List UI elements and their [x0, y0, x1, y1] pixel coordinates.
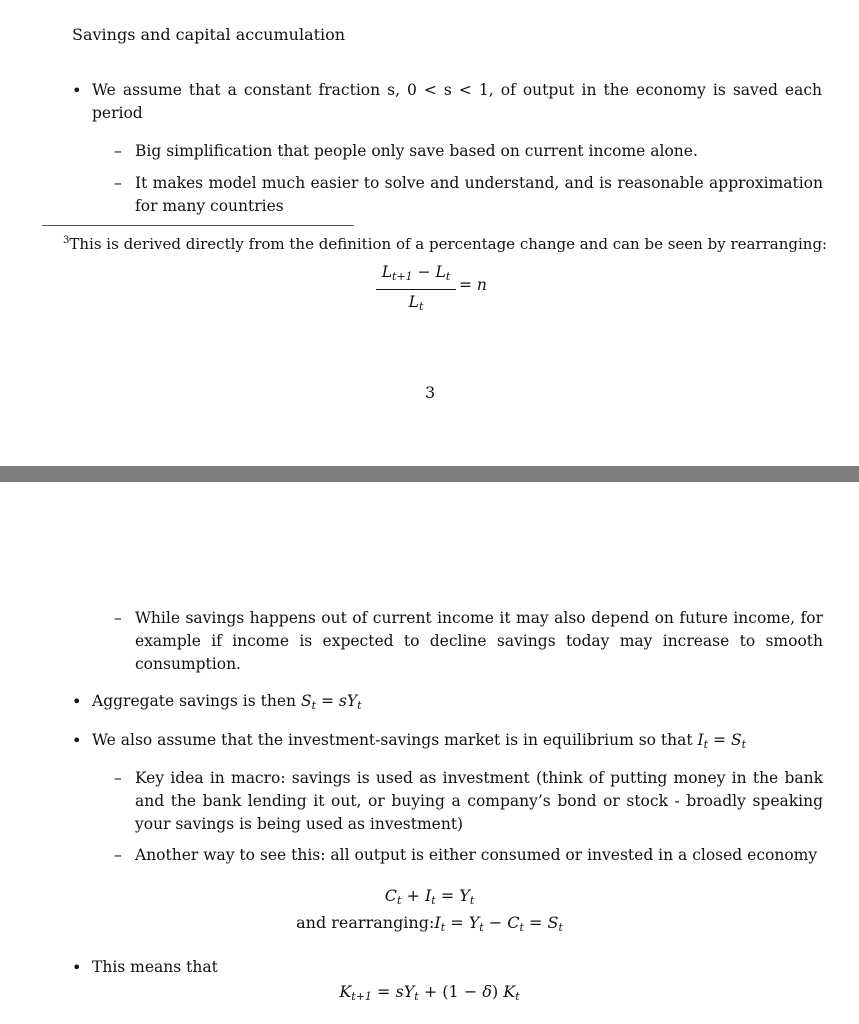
- section-title: Savings and capital accumulation: [72, 25, 346, 44]
- subbullet-future-income: While savings happens out of current income it may also depend on future income, for example if income is expected to decline savings today may increase to smooth consumption.: [135, 609, 823, 673]
- equation-rearranging: [0, 911, 859, 940]
- footnote-rule: [42, 225, 354, 226]
- equilibrium-text: We also assume that the investment-savings market is in equilibrium so that: [92, 731, 698, 749]
- fraction-denominator: $L_t$: [408, 293, 424, 313]
- rearranging-label: and rearranging:: [296, 913, 435, 932]
- aggregate-savings-text: Aggregate savings is then: [92, 692, 301, 710]
- equation-capital-accumulation: $K_{t+1} = sY_t + (1 - \delta)$ $K_t$: [339, 982, 520, 1003]
- bullet-assume-fraction: We assume that a constant fraction s, 0 < s < 1, of output in the economy is saved each period: [92, 81, 822, 122]
- aggregate-savings-equation: $S_t = sY_t$: [300, 692, 362, 712]
- bullet-marker: •: [72, 81, 82, 100]
- rearranged-equation: $I_t = Y_t - C_t = S_t$: [434, 913, 563, 934]
- dash-marker: –: [114, 769, 122, 787]
- subbullet-simplification: Big simplification that people only save based on current income alone.: [135, 142, 698, 160]
- fraction-numerator: $L_{t+1} - L_t$: [381, 263, 451, 283]
- bullet-this-means: This means that: [92, 958, 218, 976]
- equilibrium-equation: $I_t = S_t$: [697, 731, 746, 751]
- fraction-bar: [376, 289, 456, 290]
- page-separator: [0, 466, 859, 482]
- growth-rate-fraction: [376, 262, 456, 317]
- subbullet-key-idea: Key idea in macro: savings is used as investment (think of putting money in the bank and the bank lending it out, or buying a company’s bond or stock - broadly speaking your savings is being used as investment): [135, 769, 823, 833]
- footnote-text: This is derived directly from the definition of a percentage change and can be seen by rearranging:: [69, 235, 828, 253]
- footnote: [63, 229, 827, 256]
- subbullet-closed-economy: Another way to see this: all output is either consumed or invested in a closed economy: [135, 846, 818, 864]
- bullet-aggregate-savings: [92, 690, 361, 717]
- dash-marker: –: [114, 142, 122, 160]
- bullet-marker: •: [72, 958, 82, 977]
- dash-marker: –: [114, 174, 122, 192]
- dash-marker: –: [114, 609, 122, 627]
- bullet-marker: •: [72, 692, 82, 711]
- document-page-top: [0, 0, 859, 466]
- footnote-mark: 3: [63, 235, 70, 246]
- dash-marker: –: [114, 846, 122, 864]
- fraction-rhs: = n: [459, 276, 487, 294]
- subbullet-easier-to-solve: It makes model much easier to solve and understand, and is reasonable approximation for many countries: [135, 174, 823, 215]
- page-number: 3: [425, 383, 436, 402]
- equation-output-identity: $C_t + I_t = Y_t$: [384, 886, 475, 907]
- bullet-equilibrium: [92, 729, 746, 756]
- bullet-marker: •: [72, 731, 82, 750]
